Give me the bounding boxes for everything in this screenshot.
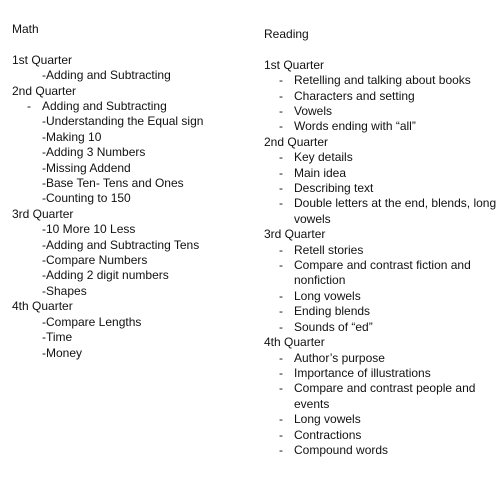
reading-item-text: Characters and setting <box>294 88 415 103</box>
reading-item-text: Retelling and talking about books <box>294 73 471 88</box>
reading-title: Reading <box>264 27 309 41</box>
math-list-item <box>12 238 242 253</box>
reading-item-text: Long vowels <box>294 288 361 303</box>
math-list-item <box>12 268 242 283</box>
reading-quarter-section <box>264 335 500 458</box>
reading-list-item <box>264 73 499 88</box>
reading-bullet-marker: - <box>279 73 283 88</box>
math-item-text: -Base Ten- Tens and Ones <box>42 176 184 191</box>
reading-bullet-marker: - <box>279 412 283 427</box>
reading-list-item <box>264 119 499 134</box>
reading-list-item <box>264 381 499 412</box>
reading-quarter-section <box>264 58 500 135</box>
reading-bullet-marker: - <box>279 288 283 303</box>
math-item-text: -Understanding the Equal sign <box>42 114 204 129</box>
reading-item-text: Ending blends <box>294 304 371 319</box>
math-quarter-section <box>12 207 242 299</box>
reading-item-text: Compare and contrast fiction and nonfiction <box>294 258 471 288</box>
reading-list-item <box>264 412 499 427</box>
reading-bullet-marker: - <box>279 150 283 165</box>
math-list-item <box>12 130 242 145</box>
reading-list-item <box>264 351 499 366</box>
reading-item-text: Contractions <box>294 427 362 442</box>
math-quarter-label: 3rd Quarter <box>12 206 74 221</box>
math-item-text: -Compare Lengths <box>42 314 142 329</box>
math-list-item <box>12 330 242 345</box>
math-list-item <box>12 114 242 129</box>
math-list-item <box>12 253 242 268</box>
math-quarter-section <box>12 84 242 207</box>
reading-list-item <box>264 366 499 381</box>
reading-list-item <box>264 320 499 335</box>
math-quarter-label: 1st Quarter <box>12 52 73 67</box>
reading-bullet-marker: - <box>279 88 283 103</box>
math-item-text: -Adding 2 digit numbers <box>42 268 169 283</box>
math-list-item <box>12 315 242 330</box>
reading-quarter-label: 1st Quarter <box>264 57 325 72</box>
math-list-item <box>12 161 242 176</box>
reading-title-spacer <box>264 42 500 57</box>
math-list-item <box>12 145 242 160</box>
reading-item-text: Main idea <box>294 165 347 180</box>
reading-list-item <box>264 89 499 104</box>
reading-bullet-marker: - <box>279 196 283 211</box>
reading-item-text: Long vowels <box>294 412 361 427</box>
reading-list-item <box>264 243 499 258</box>
math-item-text: -Making 10 <box>42 129 102 144</box>
reading-quarter-section <box>264 135 500 227</box>
reading-bullet-marker: - <box>279 104 283 118</box>
reading-bullet-marker: - <box>279 381 283 396</box>
math-item-text: -Time <box>42 330 73 345</box>
math-list-item <box>12 346 242 361</box>
reading-item-text: Double letters at the end, blends, long vowels <box>294 196 497 226</box>
reading-item-text: Key details <box>294 150 353 165</box>
reading-list-item <box>264 150 499 165</box>
math-item-text: -Shapes <box>42 283 87 298</box>
reading-list-item <box>264 181 499 196</box>
reading-bullet-marker: - <box>279 258 283 273</box>
reading-list-item <box>264 304 499 319</box>
reading-quarter-label: 4th Quarter <box>264 335 325 350</box>
reading-quarter-label: 3rd Quarter <box>264 227 326 242</box>
reading-quarter-list <box>264 58 500 459</box>
math-column <box>12 22 242 361</box>
reading-list-item <box>264 289 499 304</box>
math-title-spacer <box>12 37 242 52</box>
math-quarter-label: 4th Quarter <box>12 299 73 314</box>
reading-bullet-marker: - <box>279 181 283 196</box>
reading-list-item <box>264 443 499 458</box>
reading-bullet-marker: - <box>279 304 283 319</box>
math-item-text: -Adding and Subtracting Tens <box>42 237 200 252</box>
reading-item-text: Author’s purpose <box>294 350 385 365</box>
reading-bullet-marker: - <box>279 427 283 442</box>
math-item-text: -10 More 10 Less <box>42 222 136 237</box>
reading-list-item <box>264 104 499 119</box>
math-item-text: -Adding 3 Numbers <box>42 145 146 160</box>
reading-item-text: Compound words <box>294 442 389 457</box>
reading-quarter-label: 2nd Quarter <box>264 134 329 149</box>
reading-bullet-marker: - <box>279 119 283 134</box>
math-list-item <box>12 222 242 237</box>
reading-bullet-marker: - <box>279 365 283 380</box>
reading-list-item <box>264 166 499 181</box>
reading-item-text: Vowels <box>294 104 333 118</box>
math-item-text: -Missing Addend <box>42 160 131 175</box>
math-quarter-section <box>12 53 242 84</box>
reading-item-text: Importance of illustrations <box>294 365 431 380</box>
reading-item-text: Words ending with “all” <box>294 119 416 134</box>
math-item-text: -Money <box>42 345 83 360</box>
math-bullet-marker: - <box>27 99 31 113</box>
reading-list-item <box>264 428 499 443</box>
reading-item-text: Sounds of “ed” <box>294 319 373 334</box>
reading-list-item <box>264 196 499 227</box>
math-list-item <box>12 176 242 191</box>
reading-bullet-marker: - <box>279 165 283 180</box>
math-item-text: -Adding and Subtracting <box>42 68 171 83</box>
reading-item-text: Compare and contrast people and events <box>294 381 476 411</box>
reading-item-text: Retell stories <box>294 242 364 257</box>
math-list-item <box>12 68 242 83</box>
math-quarter-label: 2nd Quarter <box>12 83 77 98</box>
reading-bullet-marker: - <box>279 442 283 457</box>
math-list-item <box>12 99 242 114</box>
reading-bullet-marker: - <box>279 242 283 257</box>
math-title: Math <box>12 22 39 36</box>
reading-bullet-marker: - <box>279 319 283 334</box>
math-quarter-section <box>12 299 242 361</box>
math-item-text: Adding and Subtracting <box>42 99 167 113</box>
reading-list-item <box>264 258 499 289</box>
math-list-item <box>12 191 242 206</box>
math-item-text: -Counting to 150 <box>42 191 131 206</box>
math-list-item <box>12 284 242 299</box>
reading-column <box>264 27 500 458</box>
reading-quarter-section <box>264 227 500 335</box>
reading-item-text: Describing text <box>294 181 374 196</box>
math-quarter-list <box>12 53 242 361</box>
math-item-text: -Compare Numbers <box>42 253 148 268</box>
reading-bullet-marker: - <box>279 350 283 365</box>
